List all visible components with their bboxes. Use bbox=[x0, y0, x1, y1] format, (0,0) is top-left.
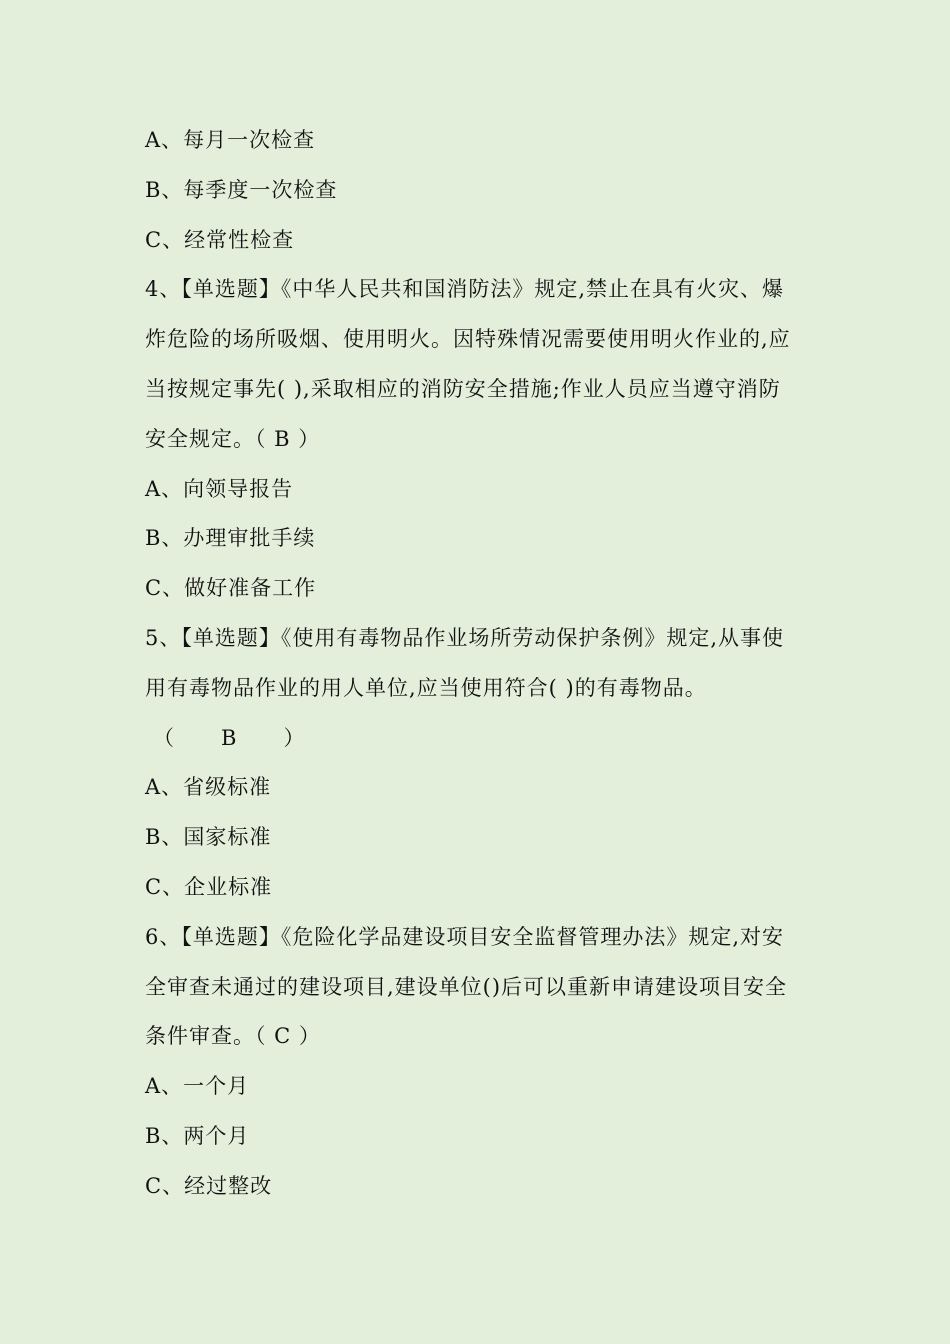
stem-line-with-answer: 条件审查。（ C ） bbox=[145, 1024, 321, 1049]
question-stem bbox=[145, 913, 810, 1062]
question-5 bbox=[145, 614, 810, 913]
option-b: B、国家标准 bbox=[145, 825, 272, 850]
question-list bbox=[145, 116, 810, 1212]
option-c: C、经过整改 bbox=[145, 1173, 273, 1198]
stem-line: 4、【单选题】《中华人民共和国消防法》规定,禁止在具有火灾、爆 bbox=[145, 277, 785, 302]
option-a: A、每月一次检查 bbox=[145, 128, 316, 152]
question-6 bbox=[145, 913, 810, 1212]
option-a: A、向领导报告 bbox=[145, 476, 294, 501]
option-b: B、办理审批手续 bbox=[145, 526, 316, 551]
stem-line-with-answer: 安全规定。（ B ） bbox=[145, 426, 321, 451]
stem-line: 当按规定事先( ),采取相应的消防安全措施;作业人员应当遵守消防 bbox=[145, 376, 781, 401]
question-stem bbox=[145, 265, 810, 464]
option-b: B、两个月 bbox=[145, 1123, 250, 1148]
stem-line: 5、【单选题】《使用有毒物品作业场所劳动保护条例》规定,从事使 bbox=[145, 625, 785, 650]
option-b: B、每季度一次检查 bbox=[145, 177, 338, 202]
stem-line: 6、【单选题】《危险化学品建设项目安全监督管理办法》规定,对安 bbox=[145, 924, 785, 949]
stem-line: 炸危险的场所吸烟、使用明火。因特殊情况需要使用明火作业的,应 bbox=[145, 327, 791, 352]
option-a: A、省级标准 bbox=[145, 775, 272, 800]
q3-options bbox=[145, 116, 810, 265]
option-c: C、做好准备工作 bbox=[145, 576, 317, 601]
option-a: A、一个月 bbox=[145, 1074, 250, 1099]
question-4 bbox=[145, 265, 810, 614]
stem-line: 用有毒物品作业的用人单位,应当使用符合( )的有毒物品。 bbox=[145, 675, 707, 700]
stem-line: 全审查未通过的建设项目,建设单位()后可以重新申请建设项目安全 bbox=[145, 974, 788, 999]
answer-line: （ B ） bbox=[153, 725, 306, 750]
option-c: C、经常性检查 bbox=[145, 227, 295, 252]
option-c: C、企业标准 bbox=[145, 874, 273, 899]
question-stem bbox=[145, 614, 810, 714]
